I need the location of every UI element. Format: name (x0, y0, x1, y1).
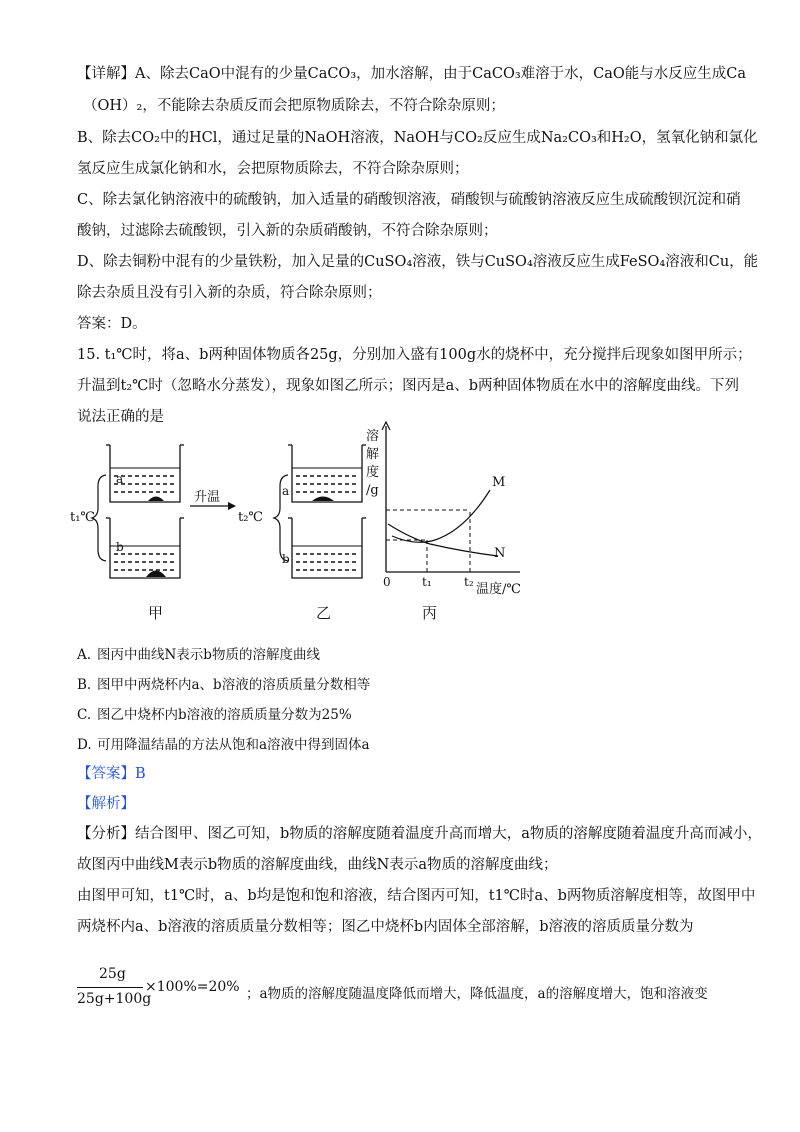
explanation-line-8: 除去杂质且没有引入新的杂质，符合除杂原则； (77, 285, 382, 301)
fraction-result: ×100%=20% (145, 979, 240, 995)
beaker-yi-a-label: a (282, 484, 290, 498)
option-b: B. 图甲中两烧杯内a、b溶液的溶质质量分数相等 (77, 677, 371, 693)
x-axis-label: 温度/℃ (476, 582, 521, 597)
explanation-line-2: （OH）₂，不能除去杂质反而会把原物质除去，不符合除杂原则； (83, 98, 505, 114)
fraction-bar (77, 987, 143, 988)
fraction-denominator: 25g+100g (77, 991, 152, 1007)
explanation-line-3: B、除去CO₂中的HCl，通过足量的NaOH溶液，NaOH与CO₂反应生成Na₂CO₃和H₂O，氢氧化钠和氯化 (77, 130, 758, 146)
beaker-jia-a-label: a (116, 472, 124, 486)
explanation-line-6: 酸钠，过滤除去硫酸钡，引入新的杂质硝酸钠，不符合除杂原则； (77, 223, 498, 239)
figure-jia-caption: 甲 (148, 604, 164, 622)
beaker-jia-b-label: b (116, 540, 124, 554)
curve-m-label: M (492, 475, 506, 490)
origin-label: 0 (383, 575, 391, 589)
figure-yi-caption: 乙 (316, 604, 332, 622)
t1-temperature-label: t₁℃ (70, 510, 95, 525)
question-figure (70, 420, 530, 625)
analysis-line-4: 两烧杯内a、b溶液的溶质质量分数相等；图乙中烧杯b内固体全部溶解，b溶液的溶质质量分数为 (77, 919, 694, 935)
explanation-line-4: 氢反应生成氯化钠和水，会把原物质除去，不符合除杂原则； (77, 161, 469, 177)
option-a: A. 图丙中曲线N表示b物质的溶解度曲线 (77, 647, 320, 663)
analysis-line-1: 【分析】结合图甲、图乙可知，b物质的溶解度随着温度升高而增大，a物质的溶解度随着温度升高而减小， (77, 826, 762, 842)
explanation-line-1: 【详解】A、除去CaO中混有的少量CaCO₃，加水溶解，由于CaCO₃难溶于水，CaO能与水反应生成Ca (77, 66, 747, 82)
mass-fraction-formula (77, 966, 240, 1012)
y-axis-label: 溶 解 度 /g (366, 429, 380, 498)
fraction-numerator: 25g (99, 966, 126, 982)
analysis-heading: 【解析】 (77, 796, 135, 812)
question-15-line-1: 15. t₁℃时，将a、b两种固体物质各25g，分别加入盛有100g水的烧杯中，充分搅拌后现象如图甲所示； (77, 347, 752, 363)
figure-bing-caption: 丙 (422, 604, 438, 622)
curve-n-label: N (494, 546, 506, 561)
analysis-line-3: 由图甲可知，t1℃时，a、b均是饱和饱和溶液，结合图丙可知，t1℃时a、b两物质溶解度相等，故图甲中 (77, 888, 756, 904)
tick-t2-label: t₂ (464, 575, 474, 589)
question-15-line-2: 升温到t₂℃时（忽略水分蒸发），现象如图乙所示；图丙是a、b两种固体物质在水中的溶解度曲线。下列 (77, 378, 740, 394)
figure-svg (70, 420, 530, 625)
t2-temperature-label: t₂℃ (238, 510, 263, 525)
explanation-line-5: C、除去氯化钠溶液中的硫酸钠，加入适量的硝酸钡溶液，硝酸钡与硫酸钠溶液反应生成硫酸钡沉淀和硝 (77, 192, 741, 208)
answer-heading: 【答案】B (77, 766, 146, 782)
tick-t1-label: t₁ (422, 575, 432, 589)
answer-line-14: 答案：D。 (77, 316, 147, 332)
beaker-yi-b (288, 518, 366, 578)
option-d: D. 可用降温结晶的方法从饱和a溶液中得到固体a (77, 737, 370, 753)
analysis-line-5: ；a物质的溶解度随温度降低而增大，降低温度，a的溶解度增大，饱和溶液变 (246, 986, 708, 1002)
option-c: C. 图乙中烧杯内b溶液的溶质质量分数为25% (77, 707, 352, 723)
question-15-line-3: 说法正确的是 (77, 409, 164, 425)
heat-arrow-label: 升温 (194, 490, 221, 505)
beaker-yi-a (288, 445, 366, 502)
analysis-line-2: 故图丙中曲线M表示b物质的溶解度曲线，曲线N表示a物质的溶解度曲线； (77, 857, 558, 873)
beaker-yi-b-label: b (282, 552, 290, 566)
explanation-line-7: D、除去铜粉中混有的少量铁粉，加入足量的CuSO₄溶液，铁与CuSO₄溶液反应生成FeSO₄溶液和Cu，能 (77, 254, 759, 270)
